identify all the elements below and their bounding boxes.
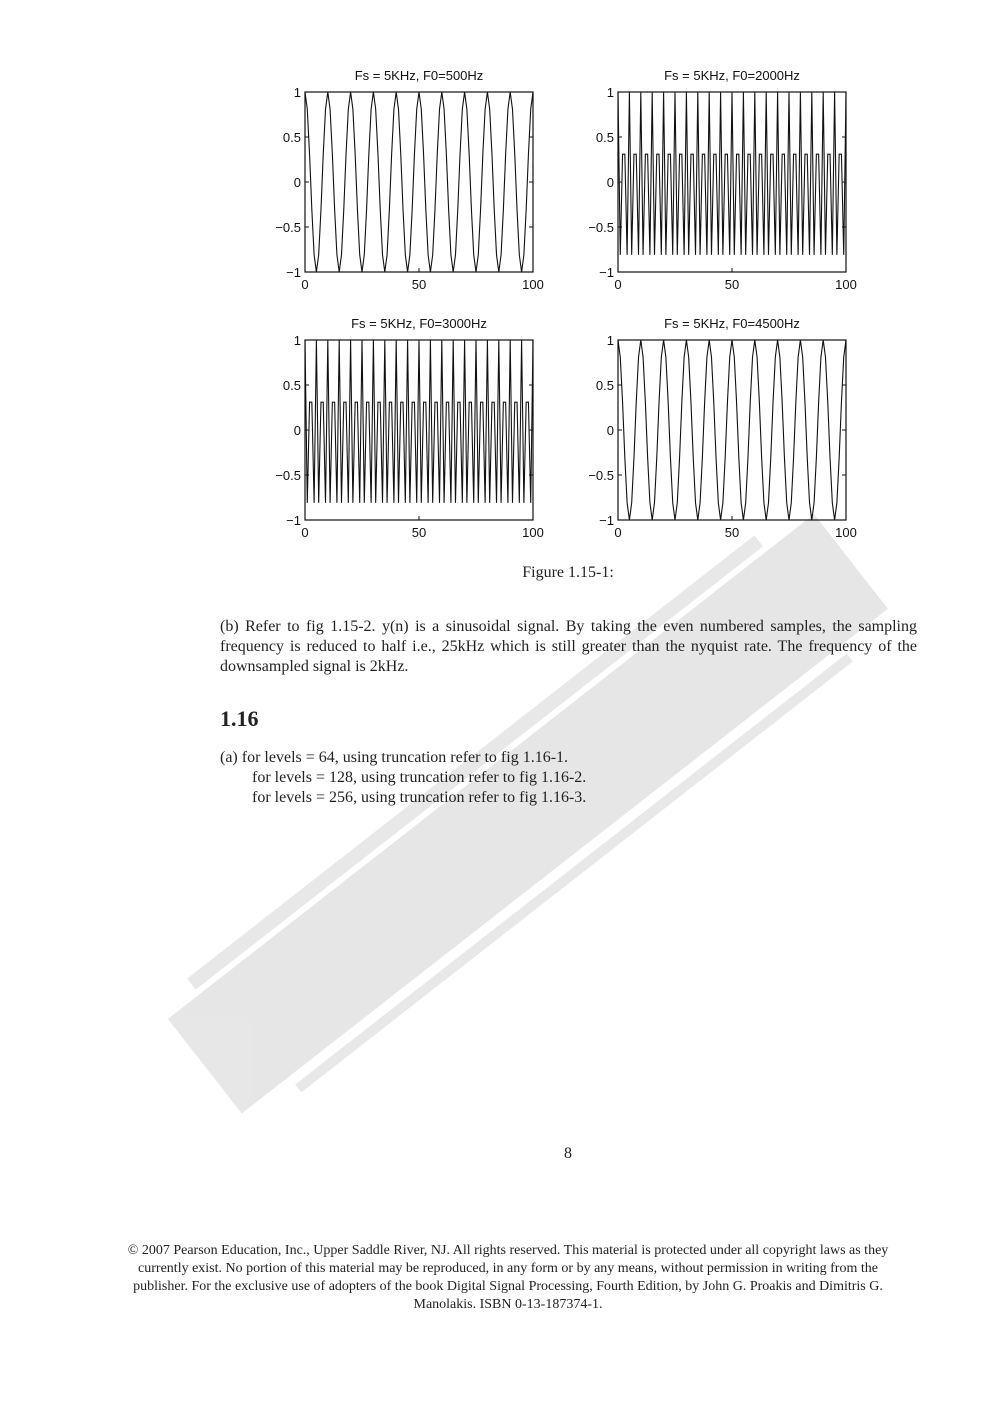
levels-item: for levels = 256, using truncation refer to fig 1.16-3. — [252, 789, 587, 806]
y-tick-label: 0 — [606, 175, 614, 190]
x-tick-label: 100 — [835, 277, 857, 292]
plot-frame — [618, 340, 846, 520]
y-tick-label: 1 — [606, 85, 614, 100]
plot-title: Fs = 5KHz, F0=2000Hz — [664, 68, 800, 83]
levels-item: (a) for levels = 64, using truncation refer to fig 1.16-1. — [220, 749, 569, 766]
x-tick-label: 50 — [411, 525, 427, 540]
copyright-notice: © 2007 Pearson Education, Inc., Upper Saddle River, NJ. All rights reserved. This material is protected under all copyright laws as they currently exist. No portion of this material may be reproduced, in any form or by any means, without permission in writing from the publisher. For the exclusive use of adopters of the book Digital Signal Processing, Fourth Edition, by John G. Proakis and Dimitris G. Manolakis. ISBN 0-13-187374-1. — [127, 1243, 889, 1312]
plot-panel — [275, 68, 544, 292]
x-tick-label: 50 — [724, 525, 740, 540]
signal-line — [618, 92, 846, 255]
x-tick-label: 0 — [301, 525, 309, 540]
plot-title: Fs = 5KHz, F0=500Hz — [354, 68, 484, 83]
y-tick-label: 0.5 — [282, 130, 301, 145]
plot-panel — [588, 68, 857, 292]
signal-line — [305, 340, 533, 503]
paragraph-b: (b) Refer to fig 1.15-2. y(n) is a sinusoidal signal. By taking the even numbered samples, the sampling frequency is reduced to half i.e., 25kHz which is still greater than the nyquist rate. The frequency of the downsampled signal is 2kHz. — [220, 618, 917, 675]
y-tick-label: −1 — [286, 265, 301, 280]
plot-frame — [305, 92, 533, 272]
figure-1-15-1 — [0, 0, 992, 560]
x-tick-label: 0 — [614, 525, 622, 540]
y-tick-label: −1 — [599, 513, 614, 528]
plot-panel — [275, 316, 544, 540]
y-tick-label: −0.5 — [275, 220, 301, 235]
x-tick-label: 100 — [522, 525, 544, 540]
y-tick-label: −0.5 — [588, 220, 614, 235]
y-tick-label: 0.5 — [282, 378, 301, 393]
y-tick-label: −1 — [286, 513, 301, 528]
y-tick-label: −1 — [599, 265, 614, 280]
section-title: 1.16 — [220, 706, 259, 731]
y-tick-label: −0.5 — [588, 468, 614, 483]
plot-title: Fs = 5KHz, F0=4500Hz — [664, 316, 800, 331]
plot-title: Fs = 5KHz, F0=3000Hz — [351, 316, 487, 331]
x-tick-label: 100 — [835, 525, 857, 540]
x-tick-label: 0 — [614, 277, 622, 292]
x-tick-label: 50 — [724, 277, 740, 292]
y-tick-label: 0 — [293, 175, 301, 190]
levels-list — [220, 748, 586, 808]
signal-line — [618, 340, 846, 520]
y-tick-label: 0.5 — [595, 130, 614, 145]
levels-item: for levels = 128, using truncation refer to fig 1.16-2. — [252, 769, 587, 786]
y-tick-label: 0 — [293, 423, 301, 438]
y-tick-label: −0.5 — [275, 468, 301, 483]
signal-line — [305, 92, 533, 272]
page-number: 8 — [564, 1145, 572, 1162]
y-tick-label: 1 — [293, 333, 301, 348]
y-tick-label: 1 — [293, 85, 301, 100]
x-tick-label: 0 — [301, 277, 309, 292]
plot-panel — [588, 316, 857, 540]
figure-caption: Figure 1.15-1: — [522, 564, 614, 581]
x-tick-label: 100 — [522, 277, 544, 292]
y-tick-label: 0 — [606, 423, 614, 438]
y-tick-label: 1 — [606, 333, 614, 348]
y-tick-label: 0.5 — [595, 378, 614, 393]
x-tick-label: 50 — [411, 277, 427, 292]
